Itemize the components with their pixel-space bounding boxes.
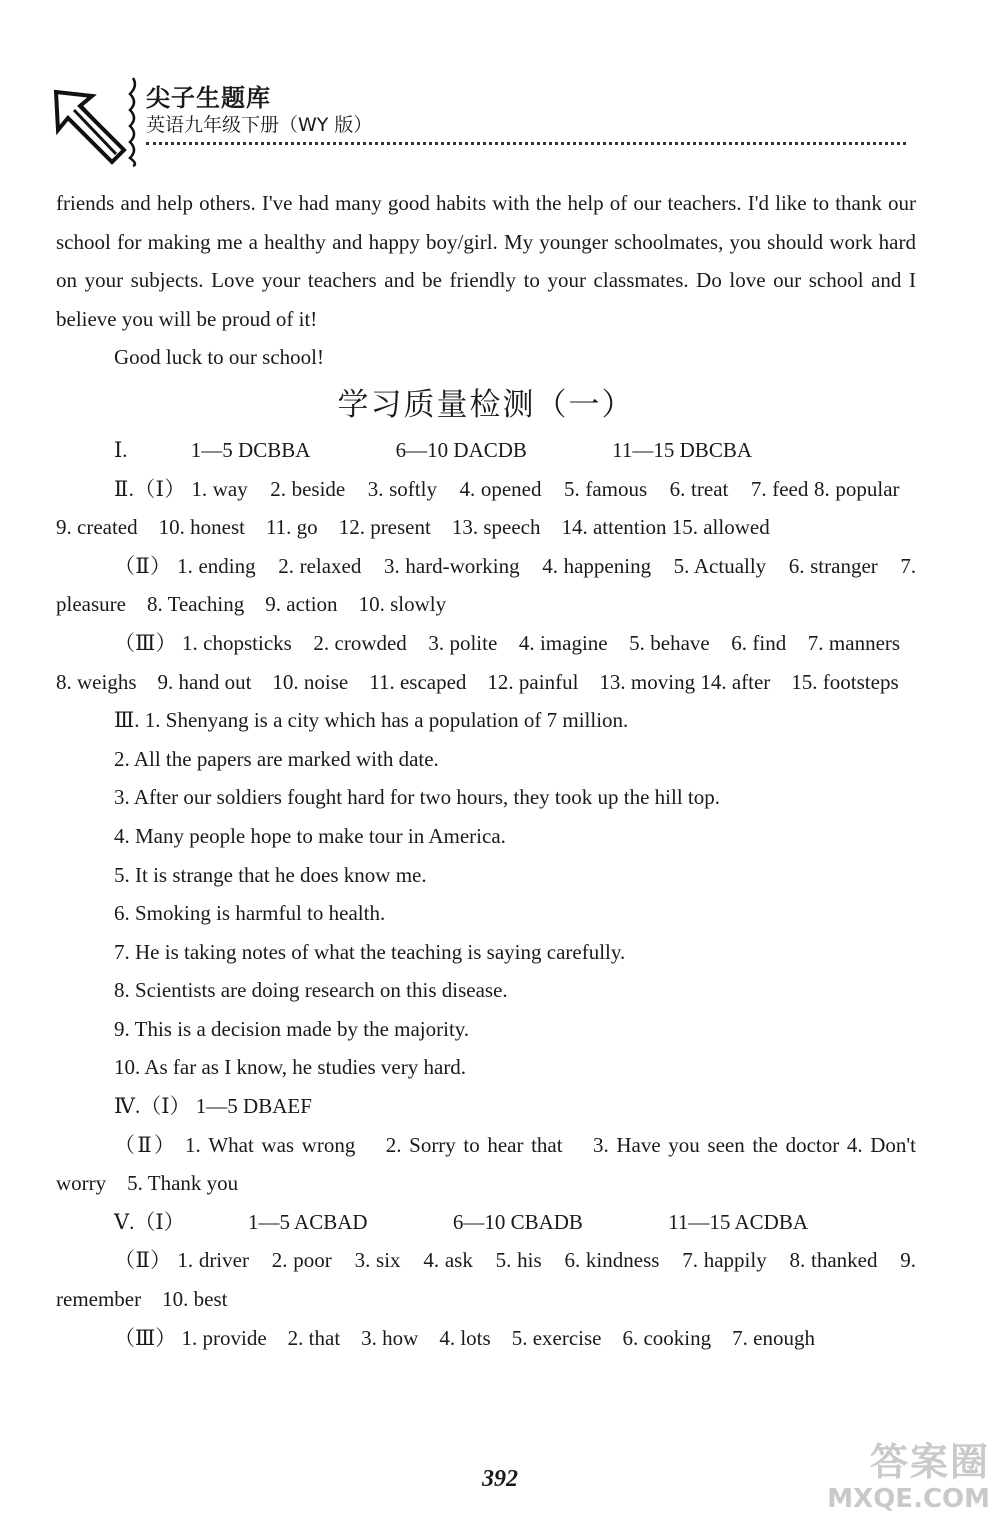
- part-3-label: Ⅲ.: [114, 708, 140, 733]
- answer-item: 13. speech: [451, 515, 541, 540]
- intro-paragraph: friends and help others. I've had many good habits with the help of our teachers. I'd like to thank our school for making me a healthy and happy boy/girl. My younger schoolmates, you should work hard on your subjects. Love your teachers and be friendly to your classmates. Do love our school and I believe you will be proud of it!: [56, 191, 916, 331]
- answer-item: 10. slowly: [358, 592, 447, 617]
- answer-item: 4. imagine: [518, 630, 608, 655]
- answer-item: 9. hand out: [157, 669, 252, 694]
- page-header: [0, 0, 1000, 170]
- sub-label: （Ⅰ）: [134, 1209, 185, 1234]
- sub-label: （Ⅱ）: [114, 553, 172, 578]
- answer-item: 13. moving: [599, 669, 696, 694]
- part-2-sub-2-answers: [56, 547, 916, 624]
- answer-item: 7. pleasure: [56, 553, 917, 617]
- header-dotted-divider: [146, 142, 906, 145]
- part-5-sub-3-answers: [56, 1319, 916, 1358]
- answer-item: 3. hard-working: [383, 553, 520, 578]
- part-5-sub-1-answers: [56, 1203, 916, 1242]
- answer-item: 2. that: [287, 1325, 341, 1350]
- sub-label: （Ⅱ）: [114, 1132, 178, 1157]
- answer-item: 6. cooking: [622, 1325, 712, 1350]
- answer-item: 2. Sorry to hear that: [385, 1132, 563, 1157]
- section-title: 学习质量检测（一）: [337, 386, 635, 423]
- answer-item: 5. famous: [563, 476, 648, 501]
- answer-item: 3. Have you seen the doctor: [593, 1132, 840, 1157]
- answer-item: 2. beside: [270, 476, 346, 501]
- answer-item: 8. thanked: [789, 1248, 878, 1273]
- answer-item: 4. Don't worry: [56, 1132, 917, 1196]
- part-4-label: Ⅳ.: [114, 1094, 141, 1119]
- answer-item: 12. painful: [487, 669, 579, 694]
- sentence-item: 9. This is a decision made by the majority.: [114, 1016, 470, 1041]
- answer-item: 15. allowed: [671, 515, 770, 540]
- sub-label: （Ⅲ）: [114, 630, 177, 655]
- answer-item: 11—15 DBCBA: [612, 437, 752, 462]
- watermark: [800, 1440, 990, 1514]
- answer-item: 14. after: [700, 669, 771, 694]
- answer-item: 1. provide: [181, 1325, 267, 1350]
- answer-item: 2. poor: [271, 1248, 332, 1273]
- sentence-item: 5. It is strange that he does know me.: [114, 862, 427, 887]
- sub-label: （Ⅱ）: [114, 1248, 172, 1273]
- answer-item: 1—5 ACBAD: [247, 1209, 368, 1234]
- answer-item: 7. feed: [750, 476, 809, 501]
- part-1-label: Ⅰ.: [114, 437, 128, 462]
- part-2-sub-1-answers: [56, 470, 916, 547]
- answer-item: 11. go: [265, 515, 318, 540]
- answer-item: 8. popular: [814, 476, 900, 501]
- part-2-sub-3-answers: [56, 624, 916, 701]
- answer-item: 1. chopsticks: [182, 630, 292, 655]
- answer-item: 10. honest: [158, 515, 245, 540]
- answer-item: 5. behave: [629, 630, 710, 655]
- answer-item: 8. Teaching: [146, 592, 245, 617]
- answer-item: 4. opened: [459, 476, 542, 501]
- answer-item: 9. remember: [56, 1248, 917, 1312]
- answer-item: 10. noise: [272, 669, 349, 694]
- part-5-sub-2-answers: [56, 1241, 916, 1318]
- sentence-item: 4. Many people hope to make tour in America.: [114, 823, 506, 848]
- part-1-answers: [56, 431, 916, 470]
- answer-item: 8. weighs: [56, 669, 137, 694]
- answer-item: 15. footsteps: [791, 669, 899, 694]
- answer-item: 10. best: [162, 1287, 228, 1312]
- sentence-item: 2. All the papers are marked with date.: [114, 746, 439, 771]
- answer-item: 7. happily: [682, 1248, 767, 1273]
- part-3-line-1: [56, 701, 916, 740]
- sub-label: （Ⅰ）: [133, 476, 186, 501]
- part-2-label: Ⅱ.: [114, 476, 134, 501]
- answer-item: 3. how: [361, 1325, 419, 1350]
- series-title: 尖子生题库: [146, 84, 271, 112]
- answer-item: 4. ask: [423, 1248, 473, 1273]
- answer-item: 4. lots: [439, 1325, 491, 1350]
- answer-item: 1—5 DBAEF: [195, 1094, 312, 1119]
- answer-item: 5. exercise: [511, 1325, 602, 1350]
- answer-item: 1. way: [191, 476, 248, 501]
- sentence-item: 1. Shenyang is a city which has a population of 7 million.: [144, 708, 629, 733]
- answer-item: 7. enough: [732, 1325, 815, 1350]
- page-number: 392: [482, 1466, 518, 1492]
- answer-item: 5. Actually: [673, 553, 767, 578]
- page-content: [56, 184, 916, 1357]
- answer-item: 9. action: [265, 592, 338, 617]
- watermark-top: 答案圈: [869, 1440, 990, 1484]
- sentence-item: 6. Smoking is harmful to health.: [114, 901, 386, 926]
- answer-item: 5. his: [495, 1248, 542, 1273]
- answer-item: 6. find: [731, 630, 787, 655]
- answer-item: 11—15 ACDBA: [668, 1209, 809, 1234]
- intro-closing: Good luck to our school!: [114, 345, 324, 370]
- answer-item: 5. Thank you: [127, 1171, 239, 1196]
- answer-item: 2. crowded: [313, 630, 407, 655]
- sentence-item: 8. Scientists are doing research on this disease.: [114, 978, 508, 1003]
- sentence-item: 3. After our soldiers fought hard for two hours, they took up the hill top.: [114, 785, 720, 810]
- answer-item: 6. stranger: [788, 553, 878, 578]
- answer-item: 6. treat: [669, 476, 729, 501]
- part-5-label: Ⅴ.: [114, 1209, 135, 1234]
- answer-item: 12. present: [338, 515, 431, 540]
- answer-item: 6. kindness: [564, 1248, 660, 1273]
- answer-item: 14. attention: [561, 515, 667, 540]
- answer-item: 6—10 CBADB: [452, 1209, 583, 1234]
- answer-item: 3. six: [354, 1248, 401, 1273]
- answer-item: 1. ending: [177, 553, 256, 578]
- answer-item: 7. manners: [807, 630, 901, 655]
- part-4-sub-2-answers: [56, 1126, 916, 1203]
- arrow-logo-icon: [52, 88, 132, 168]
- book-subtitle: 英语九年级下册（WY 版）: [146, 114, 373, 136]
- answer-item: 9. created: [56, 515, 138, 540]
- sub-label: （Ⅰ）: [140, 1094, 191, 1119]
- decorative-squiggle-icon: [126, 76, 140, 168]
- answer-item: 2. relaxed: [278, 553, 362, 578]
- watermark-bottom: MXQE.COM: [827, 1484, 990, 1514]
- answer-item: 1. What was wrong: [184, 1132, 356, 1157]
- answer-item: 1. driver: [177, 1248, 249, 1273]
- answer-item: 3. softly: [367, 476, 437, 501]
- answer-item: 4. happening: [542, 553, 652, 578]
- answer-item: 6—10 DACDB: [395, 437, 527, 462]
- sentence-item: 7. He is taking notes of what the teaching is saying carefully.: [114, 939, 626, 964]
- part-4-sub-1-answers: [56, 1087, 916, 1126]
- answer-item: 1—5 DCBBA: [190, 437, 311, 462]
- answer-item: 3. polite: [428, 630, 498, 655]
- answer-item: 11. escaped: [369, 669, 467, 694]
- sentence-item: 10. As far as I know, he studies very hard.: [114, 1055, 467, 1080]
- sub-label: （Ⅲ）: [114, 1325, 177, 1350]
